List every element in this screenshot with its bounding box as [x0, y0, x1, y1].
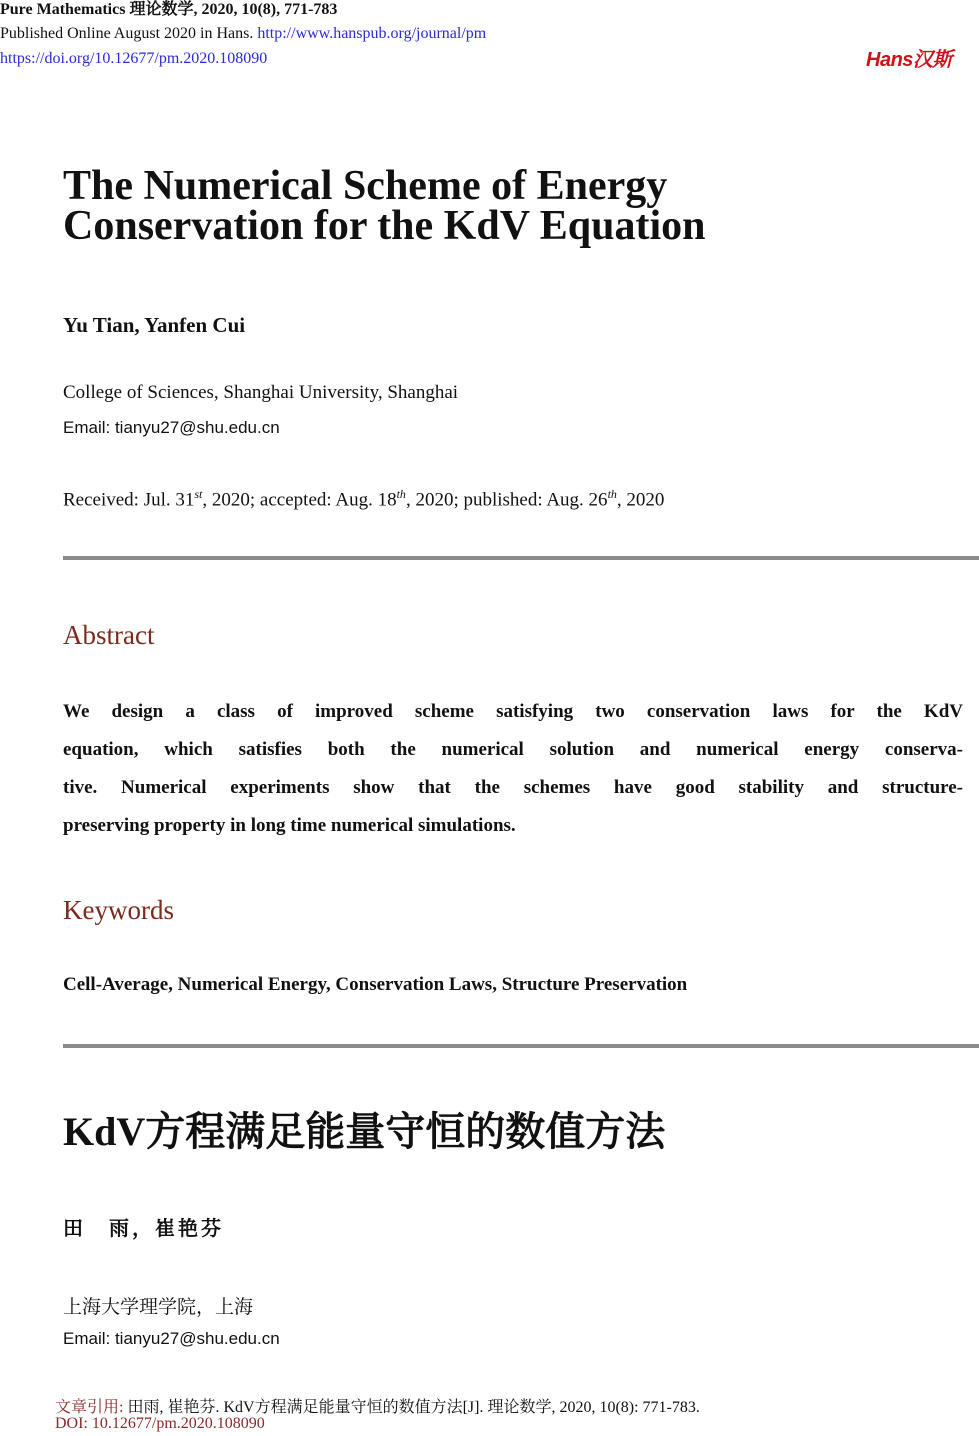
- sup: st: [194, 487, 203, 501]
- keywords-heading: Keywords: [63, 895, 174, 925]
- chinese-authors: 田 雨，崔艳芬: [63, 1218, 224, 1240]
- published-text: Published Online August 2020 in Hans.: [0, 25, 254, 42]
- doi-link[interactable]: https://doi.org/10.12677/pm.2020.108090: [0, 50, 268, 67]
- authors: Yu Tian, Yanfen Cui: [63, 313, 246, 337]
- footer-doi: DOI: 10.12677/pm.2020.108090: [55, 1415, 265, 1432]
- chinese-affiliation: 上海大学理学院，上海: [63, 1297, 254, 1318]
- abstract-line: equation, which satisfies both the numerical solution and numerical energy conserva-: [63, 739, 963, 760]
- citation: [55, 1394, 700, 1417]
- sup: th: [607, 487, 617, 501]
- abstract-body: [63, 693, 963, 845]
- divider: [63, 1044, 979, 1048]
- title-line-2: Conservation for the KdV Equation: [63, 203, 706, 249]
- keywords: Cell-Average, Numerical Energy, Conservation Laws, Structure Preservation: [63, 974, 688, 995]
- year: , 2020: [616, 489, 665, 511]
- published-line: [0, 24, 486, 44]
- hans-logo: Hans汉斯: [866, 49, 952, 71]
- dates: [63, 487, 664, 511]
- abstract-heading: Abstract: [63, 620, 155, 650]
- chinese-title: KdV方程满足能量守恒的数值方法: [63, 1109, 666, 1154]
- published: , 2020; published: Aug. 26: [405, 489, 608, 511]
- divider: [63, 556, 979, 560]
- citation-label: 文章引用:: [55, 1399, 124, 1416]
- title-line-1: The Numerical Scheme of Energy: [63, 163, 668, 209]
- affiliation: College of Sciences, Shanghai University, Shanghai: [63, 382, 459, 403]
- abstract-line: preserving property in long time numerical simulations.: [63, 815, 516, 836]
- chinese-email: Email: tianyu27@shu.edu.cn: [63, 1329, 280, 1348]
- received: Received: Jul. 31: [63, 489, 195, 511]
- abstract-line: We design a class of improved scheme satisfying two conservation laws for the KdV: [63, 701, 963, 722]
- journal-link[interactable]: http://www.hanspub.org/journal/pm: [257, 25, 487, 42]
- citation-text: 田雨, 崔艳芬. KdV方程满足能量守恒的数值方法[J]. 理论数学, 2020, 10(8): 771-783.: [127, 1399, 700, 1416]
- email: Email: tianyu27@shu.edu.cn: [63, 418, 280, 437]
- sup: th: [396, 487, 406, 501]
- abstract-line: tive. Numerical experiments show that the schemes have good stability and structure-: [63, 777, 963, 798]
- accepted: , 2020; accepted: Aug. 18: [202, 489, 397, 511]
- journal-line: Pure Mathematics 理论数学, 2020, 10(8), 771-783: [0, 1, 338, 18]
